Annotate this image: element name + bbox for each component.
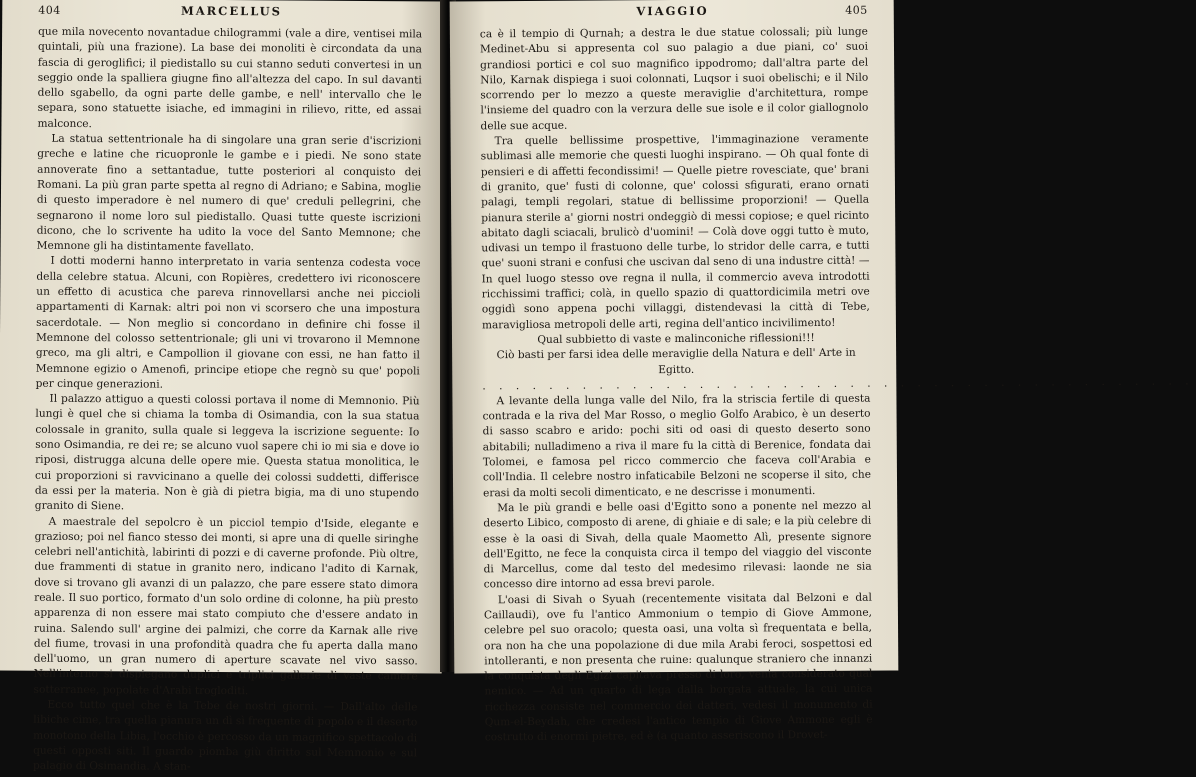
paragraph: Qual subbietto di vaste e malinconiche riflessioni!!! <box>537 331 815 346</box>
paragraph: Ciò basti per farsi idea delle meraviglie della Natura e dell' Arte in Egitto. <box>496 346 856 376</box>
paragraph: Tra quelle bellissime prospettive, l'immaginazione veramente sublimasi alle memorie che questi luoghi inspirano. — Oh qual fonte di pensieri e di affetti fecondissimi! — Quelle pietre rovesciate, que' brani di granito, que' fusti di colonne, que' colossi sfigurati, erano ornati palagi, templi regolari, statue di bellissime proporzioni! — Quella pianura sterile a' giorni nostri ondeggiò di messi copiose; e quel ricinto abitato dagli sciacali, brulicò d'uomini! — Colà dove oggi tutto è muto, udivasi un tempo il frastuono delle turbe, lo stridor delle carra, e tutti que' suoni strani e confusi che uscivan dal seno di una industre città! — In quel luogo stesso ove regna il nulla, il commercio aveva introdotti ricchissimi traffici; colà, in quello spazio di quattordicimila metri ove oggidì sono appena pochi villaggi, distendevasi la città di Tebe, maravigliosa metropoli delle arti, regina dell'antico incivilimento! <box>480 132 870 331</box>
right-page <box>450 0 1194 744</box>
left-page <box>0 0 446 774</box>
paragraph: Ecco tutto quel che è la Tebe de nostri giorni. — Dall'alto delle libiche cime, tra quella pianura un dì sì frequente di popolo e il deserto monotono della Libia, l'occhio è percosso da un magnifico spettacolo di questi opposti siti. Il guardo piomba giù diritto sul Memnonio e sul palagio di Osimandia. A stan- <box>32 698 418 774</box>
left-page-header <box>38 3 422 28</box>
paragraph: I dotti moderni hanno interpretato in varia sentenza codesta voce della celebre statua. Alcuni, con Ropières, credettero ivi riconoscere un effetto di acustica che pareva rinnovellarsi anche nei piccioli appartamenti di Karnak: altri poi non vi scorsero che una impostura sacerdotale. — Non meglio si concordano in definire chi fosse il Memnone del colosso settentrionale; gli uni vi trovarono il Memnone greco, ma gli altri, e Campollion il giovane con essi, ne han fatto il Memnone egizio o Amenofi, principe etiope che regnò su que' popoli per cinque generazioni. <box>35 255 421 391</box>
right-running-head: VIAGGIO <box>636 3 709 19</box>
left-page-text <box>33 25 422 777</box>
section-divider-dots: . . . . . . . . . . . . . . . . . . . . . . . . . . . . . . . . . . . . . . . . . . . <box>482 375 1194 393</box>
right-page-number: 405 <box>845 3 868 17</box>
left-running-head: MARCELLUS <box>180 3 283 19</box>
paragraph: A levante della lunga valle del Nilo, fra la striscia fertile di questa contrada e la riva del Mar Rosso, o meglio Golfo Arabico, è un deserto di sasso scabro e arido: pochi siti od oasi di questo deserto sono abitabili; nulladimeno a riva il mare fu la città di Berenice, fondata dai Tolomei, e famosa pel ricco commercio che faceva coll'Arabia e coll'India. Il celebre nostro infaticabile Belzoni ne scoperse il sito, che erasi da molti secoli dimenticato, e ne descrisse i monumenti. <box>482 392 872 499</box>
left-page-number: 404 <box>38 3 61 17</box>
paragraph: L'oasi di Sivah o Syuah (recentemente visitata dal Belzoni e dal Caillaudi), ove fu l'antico Ammonium o tempio di Giove Ammone, celebre pel suo oracolo; questa oasi, una volta sì frequentata e bella, ora non ha che una popolazione di due mila Arabi feroci, sospettosi ed intolleranti, e non presenta che ruine: qualunque straniero che innanzi la conquista degli Egizi capitava presso di loro, venia considerato qual nemico. — Ad un quarto di lega dalla borgata attuale, la cui unica ricchezza consiste nel commercio dei datteri, vedesi il monumento di Qum-el-Beydah, che credesi l'antico tempio di Giove Ammone egli è costrutto di enormi pietre, ed è (a quanto asseriscono il Drovet- <box>483 591 873 744</box>
paragraph: A maestrale del sepolcro è un picciol tempio d'Iside, elegante e grazioso; poi nel fianco stesso dei monti, si apre una di quelle siringhe celebri nell'antichità, labirinti di pozzi e di caverne profonde. Più oltre, due frammenti di statue in granito nero, indicano l'adito di Karnak, dove si trovano gli avanzi di un palazzo, che pare essere stato dimora reale. Il suo portico, formato d'un solo ordine di colonne, ha più presto apparenza di non essere mai stato compiuto che d'essere andato in ruina. Salendo sull' argine dei palmizi, che corre da Karnak alle rive del fiume, trovasi in una profondità quadra che fu aperta dalla mano dell'uomo, un gran numero di aperture scavate nel vivo sasso. Nell'interno si dispiegano duplici e triplici gallerie di vaste camere sotterranee, popolate d'Arabi trogloditi. <box>33 515 419 697</box>
paragraph: Ma le più grandi e belle oasi d'Egitto sono a ponente nel mezzo al deserto Libico, composto di arene, di ghiaie e di sale; e la più celebre di esse è la oasi di Sivah, della quale Maometto Alì, presente signore dell'Egitto, ne fece la conquista circa il tempo del viaggio del visconte di Marcellus, come dal testo del medesimo rilevasi: laonde ne sia concesso dire intorno ad essa brevi parole. <box>483 499 872 591</box>
paragraph: ca è il tempio di Qurnah; a destra le due statue colossali; più lunge Medinet-Abu si appresenta col suo palagio a due piani, co' suoi grandiosi portici e col suo magnifico ippodromo; dall'altra parte del Nilo, Karnak dispiega i suoi colonnati, Luqsor i suoi obelischi; e il Nilo scorrendo per lo mezzo a queste meraviglie d'architettura, rompe l'insieme del quadro con la verzura delle sue isole e il color giallognolo delle sue acque. <box>479 25 869 133</box>
paragraph: Il palazzo attiguo a questi colossi portava il nome di Memnonio. Più lungi è quel che si chiama la tomba di Osimandia, con la sua statua colossale in granito, sulla quale si leggeva la iscrizione seguente: Io sono Osimandia, re dei re; se alcuno vuol sapere chi io mi sia e dove io riposi, distrugga alcuna delle opere mie. Questa statua monolitica, le cui proporzioni si ravvicinano a quelle dei colossi suddetti, differisce da essi per la materia. Non è già di pietra bigia, ma di uno stupendo granito di Siene. <box>34 392 420 513</box>
paragraph: La statua settentrionale ha di singolare una gran serie d'iscrizioni greche e latine che ricuopronle le gambe e i piedi. Ne sono state annoverate fino a settantadue, tutte posteriori al conquisto dei Romani. La più gran parte spetta al regno di Adriano; e Sabina, moglie di questo imperadore è nel numero di que' creduli pellegrini, che segnarono il nome loro sul piedistallo. Quasi tutte queste iscrizioni dicono, che lo scrivente ha udito la voce del Santo Memnone; che Memnone gli ha distintamente favellato. <box>36 132 422 254</box>
right-page-text <box>479 25 1194 746</box>
paragraph: que mila novecento novantadue chilogrammi (vale a dire, ventisei mila quintali, più una frazione). La base dei monoliti è circondata da una fascia di geroglifici; il piedistallo su cui stanno seduti convertesi in un seggio onde la spalliera giugne fino all'altezza del capo. In sul davanti dello sgabello, da ogni parte delle gambe, e nell' intervallo che le separa, sono statuette isiache, ed immagini in rilievo, ritte, ed assai malconce. <box>37 25 423 130</box>
right-page-header <box>480 3 868 28</box>
